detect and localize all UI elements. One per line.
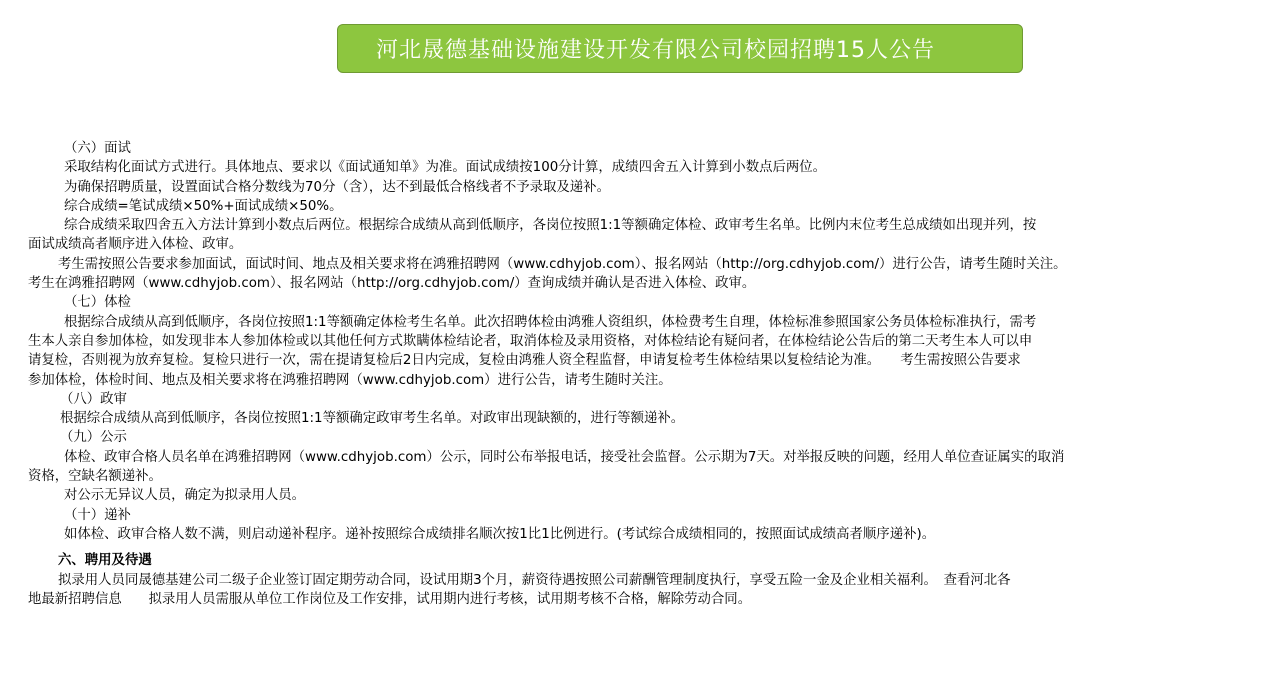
paragraph-line: 资格，空缺名额递补。 [28, 469, 162, 485]
paragraph-line: 地最新招聘信息 拟录用人员需服从单位工作岗位及工作安排，试用期内进行考核，试用期考核不合格，解除劳动合同。 [28, 591, 752, 607]
paragraph-line: 拟录用人员同晟德基建公司二级子企业签订固定期劳动合同，设试用期3个月，薪资待遇按照公司薪酬管理制度执行，享受五险一金及企业相关福利。 查看河北各 [58, 572, 1011, 588]
paragraph-line: 请复检，否则视为放弃复检。复检只进行一次，需在提请复检后2日内完成，复检由鸿雅人资全程监督，申请复检考生体检结果以复检结论为准。 考生需按照公告要求 [28, 353, 1021, 369]
paragraph-line: 为确保招聘质量，设置面试合格分数线为70分（含），达不到最低合格线者不予录取及递补。 [64, 179, 610, 195]
paragraph-line: 参加体检，体检时间、地点及相关要求将在鸿雅招聘网（www.cdhyjob.com）进行公告，请考生随时关注。 [28, 372, 672, 388]
section-heading-public-notice: （九）公示 [60, 430, 127, 446]
paragraph-line: 综合成绩=笔试成绩×50%+面试成绩×50%。 [64, 198, 343, 214]
page-title-banner [337, 24, 1023, 73]
paragraph-line: 根据综合成绩从高到低顺序，各岗位按照1:1等额确定政审考生名单。对政审出现缺额的，进行等额递补。 [60, 411, 685, 427]
page-title: 河北晟德基础设施建设开发有限公司校园招聘15人公告 [376, 38, 935, 63]
paragraph-line: 考生需按照公告要求参加面试，面试时间、地点及相关要求将在鸿雅招聘网（www.cdhyjob.com）、报名网站（http://org.cdhyjob.com/）进行公告，请考生随时关注。 [58, 256, 1067, 272]
paragraph-line: 生本人亲自参加体检，如发现非本人参加体检或以其他任何方式欺瞒体检结论者，取消体检及录用资格，对体检结论有疑问者，在体检结论公告后的第二天考生本人可以申 [28, 333, 1033, 349]
paragraph-line: 如体检、政审合格人数不满，则启动递补程序。递补按照综合成绩排名顺次按1比1比例进行。(考试综合成绩相同的，按照面试成绩高者顺序递补)。 [64, 526, 936, 542]
paragraph-line: 考生在鸿雅招聘网（www.cdhyjob.com）、报名网站（http://org.cdhyjob.com/）查询成绩并确认是否进入体检、政审。 [28, 276, 756, 292]
paragraph-line: 面试成绩高者顺序进入体检、政审。 [28, 237, 243, 253]
section-heading-background-check: （八）政审 [60, 391, 127, 407]
paragraph-line: 根据综合成绩从高到低顺序，各岗位按照1:1等额确定体检考生名单。此次招聘体检由鸿雅人资组织，体检费考生自理，体检标准参照国家公务员体检标准执行，需考 [64, 314, 1037, 330]
section-heading-employment: 六、聘用及待遇 [58, 553, 152, 569]
paragraph-line: 综合成绩采取四舍五入方法计算到小数点后两位。根据综合成绩从高到低顺序，各岗位按照1:1等额确定体检、政审考生名单。比例内末位考生总成绩如出现并列，按 [64, 218, 1037, 234]
section-heading-supplement: （十）递补 [64, 507, 131, 523]
section-heading-interview: （六）面试 [64, 141, 131, 156]
announcement-body [28, 139, 1243, 609]
paragraph-line: 采取结构化面试方式进行。具体地点、要求以《面试通知单》为准。面试成绩按100分计算，成绩四舍五入计算到小数点后两位。 [64, 160, 827, 176]
paragraph-line: 体检、政审合格人员名单在鸿雅招聘网（www.cdhyjob.com）公示，同时公布举报电话，接受社会监督。公示期为7天。对举报反映的问题，经用人单位查证属实的取消 [64, 449, 1065, 465]
section-heading-physical-exam: （七）体检 [64, 295, 131, 311]
paragraph-line: 对公示无异议人员，确定为拟录用人员。 [64, 488, 306, 504]
